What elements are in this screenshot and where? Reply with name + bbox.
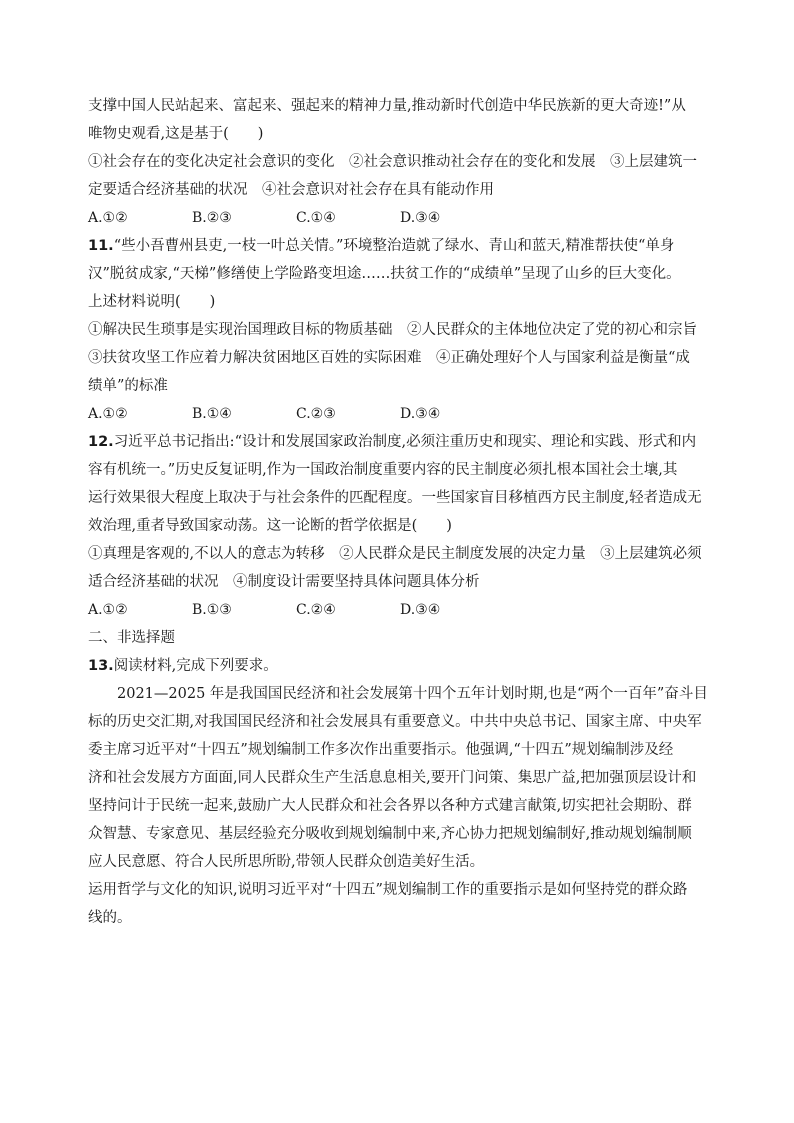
q11-number: 11. <box>88 238 114 254</box>
q11-option-c: C.②③ <box>296 406 336 422</box>
q13-requirement-line: 运用哲学与文化的知识,说明习近平对“十四五”规划编制工作的重要指示是如何坚持党的群众路 <box>88 882 688 898</box>
q11-choices-line: ③扶贫攻坚工作应着力解决贫困地区百姓的实际困难 ④正确处理好个人与国家利益是衡量“成 <box>88 350 690 366</box>
q13-material-line: 济和社会发展方方面面,同人民群众生产生活息息相关,要开门问策、集思广益,把加强顶层设计和 <box>88 770 697 786</box>
q12-stem-line: 效治理,重者导致国家动荡。这一论断的哲学依据是( ) <box>88 518 452 534</box>
q13-material-line: 众智慧、专家意见、基层经验充分吸收到规划编制中来,齐心协力把规划编制好,推动规划编制顺 <box>88 826 692 842</box>
q13-material-line: 2021—2025 年是我国国民经济和社会发展第十四个五年计划时期,也是“两个一百年”奋斗目 <box>117 686 708 702</box>
q10-option-a: A.①② <box>88 210 128 226</box>
q12-options <box>88 596 710 624</box>
q13-material-line: 坚持问计于民统一起来,鼓励广大人民群众和社会各界以各种方式建言献策,切实把社会期盼、群 <box>88 798 692 814</box>
question-12 <box>88 428 710 624</box>
q11-stem-text: “些小吾曹州县吏,一枝一叶总关情。”环境整治造就了绿水、青山和蓝天,精准帮扶使“单身 <box>113 238 675 254</box>
q10-choices-line: 定要适合经济基础的状况 ④社会意识对社会存在具有能动作用 <box>88 182 494 198</box>
q10-stem-line: 唯物史观看,这是基于( ) <box>88 126 264 142</box>
q11-choices-line: ①解决民生琐事是实现治国理政目标的物质基础 ②人民群众的主体地位决定了党的初心和宗旨 <box>88 322 697 338</box>
q11-option-b: B.①④ <box>192 406 232 422</box>
q12-option-d: D.③④ <box>400 602 441 618</box>
q12-option-c: C.②④ <box>296 602 336 618</box>
q10-choices-line: ①社会存在的变化决定社会意识的变化 ②社会意识推动社会存在的变化和发展 ③上层建筑一 <box>88 154 697 170</box>
q11-option-d: D.③④ <box>400 406 441 422</box>
q12-stem-line: 容有机统一。”历史反复证明,作为一国政治制度重要内容的民主制度必须扎根本国社会土壤,其 <box>88 462 678 478</box>
q11-options <box>88 400 710 428</box>
question-11 <box>88 232 710 428</box>
q13-material-line: 标的历史交汇期,对我国国民经济和社会发展具有重要意义。中共中央总书记、国家主席、中央军 <box>88 714 702 730</box>
q10-option-c: C.①④ <box>296 210 336 226</box>
q10-option-d: D.③④ <box>400 210 441 226</box>
q10-option-b: B.②③ <box>192 210 232 226</box>
q11-stem-line: 汉”脱贫成家,“天梯”修缮使上学险路变坦途……扶贫工作的“成绩单”呈现了山乡的巨大变化。 <box>88 266 681 282</box>
q10-options <box>88 204 710 232</box>
q11-option-a: A.①② <box>88 406 128 422</box>
q11-choices-line: 绩单”的标准 <box>88 378 168 394</box>
q13-number: 13. <box>88 658 114 674</box>
q10-stem-line: 支撑中国人民站起来、富起来、强起来的精神力量,推动新时代创造中华民族新的更大奇迹!”从 <box>88 98 686 114</box>
question-10 <box>88 92 710 232</box>
q13-requirement-line: 线的。 <box>88 910 132 926</box>
q11-stem-line: 上述材料说明( ) <box>88 294 216 310</box>
q12-choices-line: ①真理是客观的,不以人的意志为转移 ②人民群众是民主制度发展的决定力量 ③上层建筑必须 <box>88 546 702 562</box>
q12-number: 12. <box>88 434 114 450</box>
q13-material-line: 委主席习近平对“十四五”规划编制工作多次作出重要指示。他强调,“十四五”规划编制涉及经 <box>88 742 674 758</box>
q12-option-b: B.①③ <box>192 602 232 618</box>
q13-stem-text: 阅读材料,完成下列要求。 <box>113 658 278 674</box>
question-13 <box>88 652 710 932</box>
q12-stem-line <box>88 428 710 456</box>
q12-choices-line: 适合经济基础的状况 ④制度设计需要坚持具体问题具体分析 <box>88 574 480 590</box>
section-heading: 二、非选择题 <box>88 630 175 646</box>
q12-stem-line: 运行效果很大程度上取决于与社会条件的匹配程度。一些国家盲目移植西方民主制度,轻者造成无 <box>88 490 702 506</box>
q12-option-a: A.①② <box>88 602 128 618</box>
q13-stem-line <box>88 652 710 680</box>
q12-stem-text: 习近平总书记指出:“设计和发展国家政治制度,必须注重历史和现实、理论和实践、形式和内 <box>113 434 697 450</box>
q13-material-line: 应人民意愿、符合人民所思所盼,带领人民群众创造美好生活。 <box>88 854 485 870</box>
exam-page <box>88 92 710 932</box>
q11-stem-line <box>88 232 710 260</box>
